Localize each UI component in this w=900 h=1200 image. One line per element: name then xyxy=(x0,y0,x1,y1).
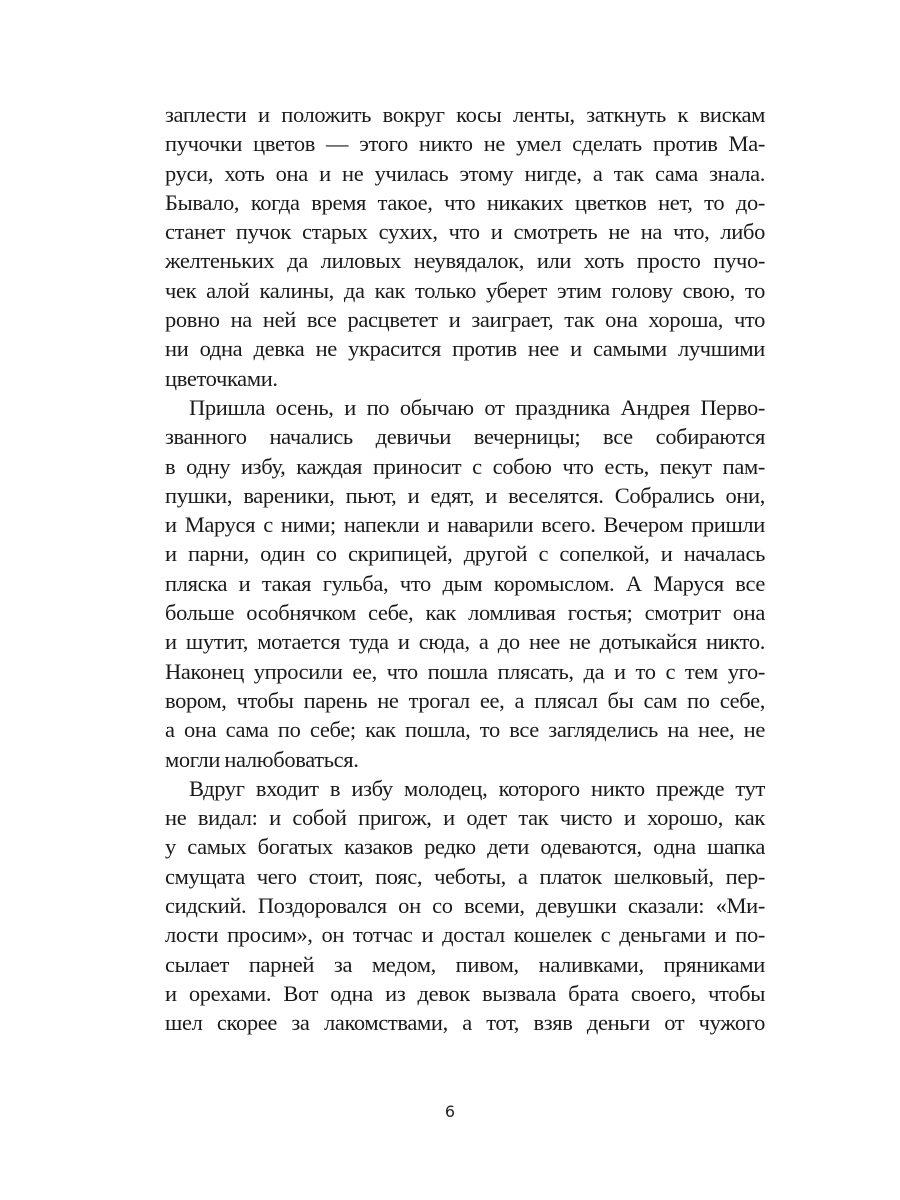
text-line: руси, хоть она и не училась этому нигде, а так сама знала. xyxy=(165,160,765,186)
text-line: и Маруся с ними; напекли и наварили всего. Вечером пришли xyxy=(165,512,765,538)
text-line: Бывало, когда время такое, что никаких цветков нет, то до- xyxy=(165,189,765,215)
paragraph-start-line: Вдруг входит в избу молодец, которого никто прежде тут xyxy=(189,775,765,801)
text-line: у самых богатых казаков редко дети одеваются, одна шапка xyxy=(165,834,765,860)
text-line: желтеньких да лиловых неувядалок, или хоть просто пучо- xyxy=(165,248,765,274)
text-line: больше особнячком себе, как ломливая гостья; смотрит она xyxy=(165,600,765,626)
text-line: смущата чего стоит, пояс, чеботы, а платок шелковый, пер- xyxy=(165,863,765,889)
text-line: станет пучок старых сухих, что и смотреть не на что, либо xyxy=(165,219,765,245)
text-line: сылает парней за медом, пивом, наливками, пряниками xyxy=(165,951,765,977)
paragraph-start-line: Пришла осень, и по обычаю от праздника Андрея Перво- xyxy=(189,394,765,420)
text-line: сидский. Поздоровался он со всеми, девушки сказали: «Ми- xyxy=(165,893,765,919)
page-number: 6 xyxy=(444,1102,456,1121)
text-line: пучочки цветов — этого никто не умел сделать против Ма- xyxy=(165,131,765,157)
text-line: ни одна девка не украсится против нее и самыми лучшими xyxy=(165,336,765,362)
text-line: чек алой калины, да как только уберет этим голову свою, то xyxy=(165,277,765,303)
text-line: шел скорее за лакомствами, а тот, взяв деньги от чужого xyxy=(165,1010,765,1036)
body-text xyxy=(165,100,765,1038)
text-line: в одну избу, каждая приносит с собою что есть, пекут пам- xyxy=(165,453,765,479)
text-line: ровно на ней все расцветет и заиграет, так она хороша, что xyxy=(165,307,765,333)
paragraph-end-line: цветочками. xyxy=(165,365,278,391)
text-line: не видал: и собой пригож, и одет так чисто и хорошо, как xyxy=(165,805,765,831)
text-line: Наконец упросили ее, что пошла плясать, да и то с тем уго- xyxy=(165,658,765,684)
text-line: лости просим», он тотчас и достал кошелек с деньгами и по- xyxy=(165,922,765,948)
text-line: пляска и такая гульба, что дым коромыслом. А Маруся все xyxy=(165,570,765,596)
text-line: и шутит, мотается туда и сюда, а до нее не дотыкайся никто. xyxy=(165,629,765,655)
text-line: и парни, один со скрипицей, другой с сопелкой, и началась xyxy=(165,541,765,567)
text-line: пушки, вареники, пьют, и едят, и веселятся. Собрались они, xyxy=(165,482,765,508)
text-line: заплести и положить вокруг косы ленты, заткнуть к вискам xyxy=(165,102,765,127)
text-line: и орехами. Вот одна из девок вызвала брата своего, чтобы xyxy=(165,980,765,1006)
text-line: вором, чтобы парень не трогал ее, а плясал бы сам по себе, xyxy=(165,687,765,713)
text-line: званного начались девичьи вечерницы; все собираются xyxy=(165,424,765,450)
paragraph-end-line: могли налюбоваться. xyxy=(165,746,359,772)
text-line: а она сама по себе; как пошла, то все загляделись на нее, не xyxy=(165,717,765,743)
